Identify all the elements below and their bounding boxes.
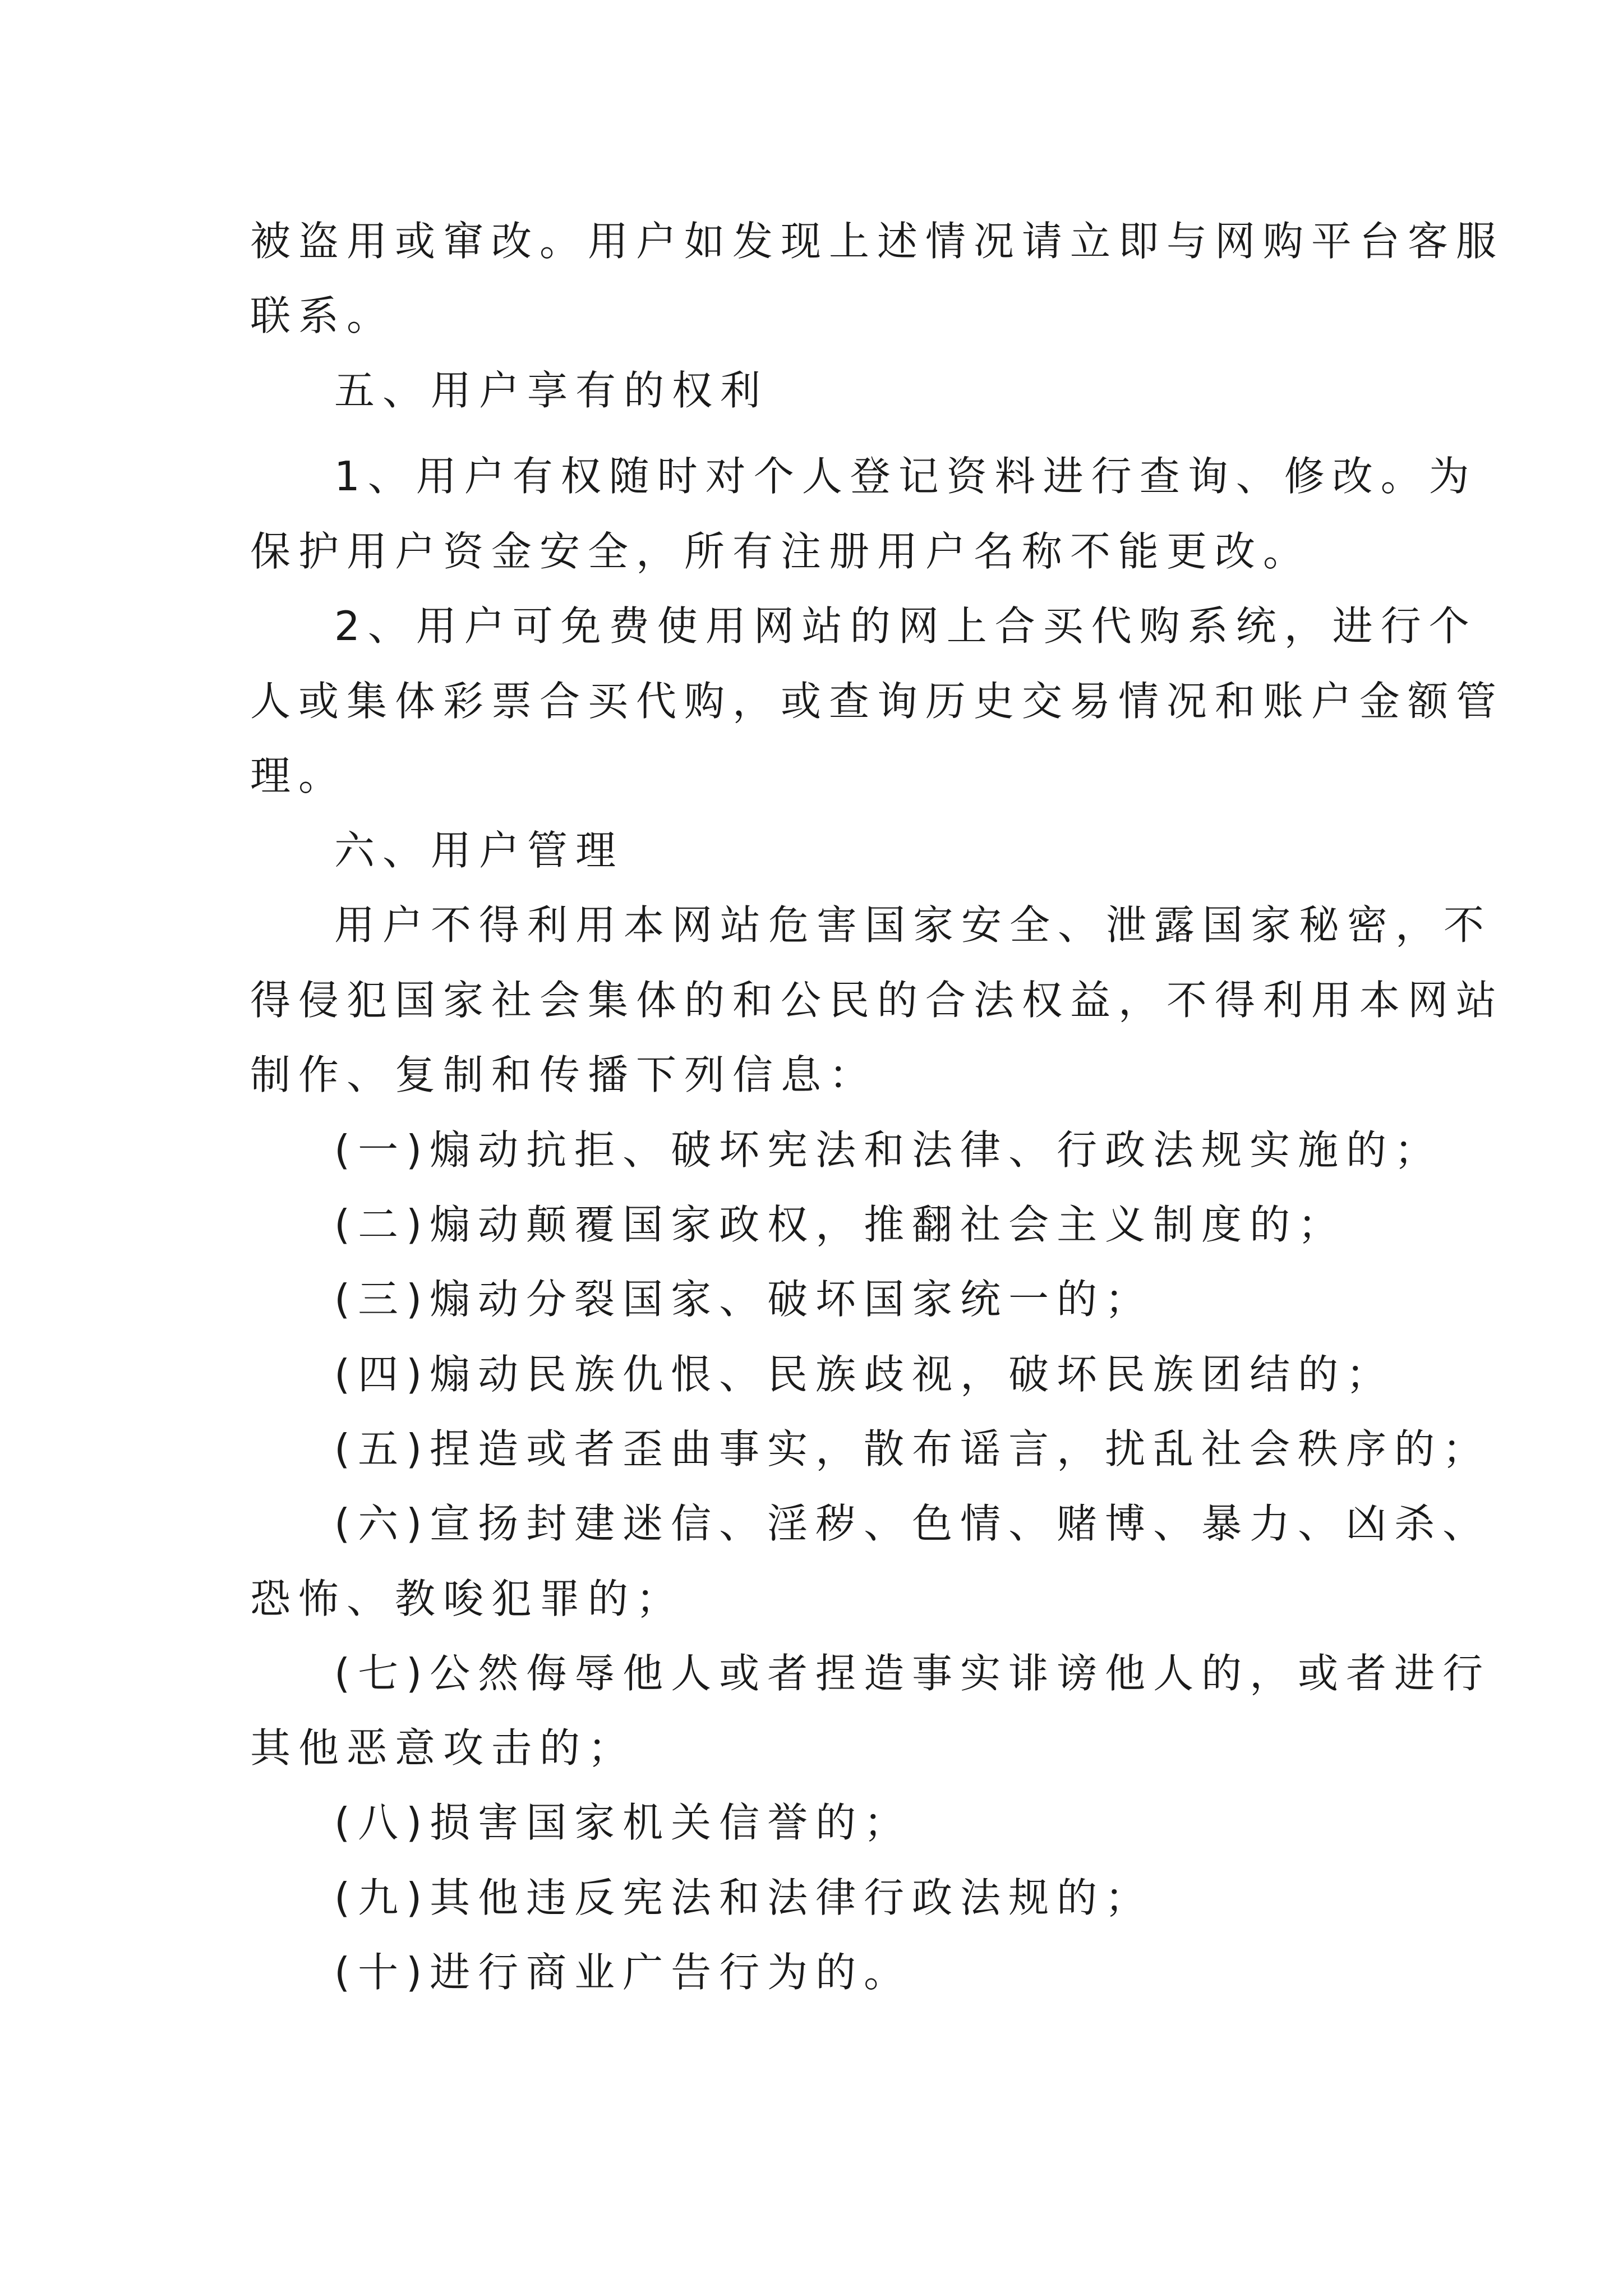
paragraph-line: 2、用户可免费使用网站的网上合买代购系统，进行个 xyxy=(334,602,1477,650)
list-item: (二)煽动颠覆国家政权，推翻社会主义制度的； xyxy=(334,1201,1347,1248)
paragraph-line: 用户不得利用本网站危害国家安全、泄露国家秘密，不 xyxy=(334,901,1492,949)
section-heading: 六、用户管理 xyxy=(334,827,624,874)
paragraph-line: 联系。 xyxy=(250,292,395,339)
paragraph-line: 人或集体彩票合买代购，或查询历史交易情况和账户金额管 xyxy=(250,678,1505,725)
list-item: (六)宣扬封建迷信、淫秽、色情、赌博、暴力、凶杀、 xyxy=(334,1500,1491,1547)
list-item-continuation: 其他恶意攻击的； xyxy=(250,1724,637,1772)
list-item: (七)公然侮辱他人或者捏造事实诽谤他人的，或者进行 xyxy=(334,1650,1491,1697)
paragraph-line: 理。 xyxy=(250,752,347,799)
list-item: (三)煽动分裂国家、破坏国家统一的； xyxy=(334,1276,1154,1323)
paragraph-line: 制作、复制和传播下列信息： xyxy=(250,1051,878,1098)
list-item: (四)煽动民族仇恨、民族歧视，破坏民族团结的； xyxy=(334,1351,1395,1398)
list-item: (五)捏造或者歪曲事实，散布谣言，扰乱社会秩序的； xyxy=(334,1425,1491,1473)
paragraph-line: 保护用户资金安全，所有注册用户名称不能更改。 xyxy=(250,528,1312,575)
list-item: (九)其他违反宪法和法律行政法规的； xyxy=(334,1874,1154,1921)
list-item: (一)煽动抗拒、破坏宪法和法律、行政法规实施的； xyxy=(334,1126,1443,1174)
paragraph-line: 得侵犯国家社会集体的和公民的合法权益，不得利用本网站 xyxy=(250,977,1505,1024)
paragraph-line: 1、用户有权随时对个人登记资料进行查询、修改。为 xyxy=(334,453,1477,500)
paragraph-line: 被盗用或窜改。用户如发现上述情况请立即与网购平台客服 xyxy=(250,218,1505,265)
list-item: (十)进行商业广告行为的。 xyxy=(334,1949,912,1996)
list-item-continuation: 恐怖、教唆犯罪的； xyxy=(250,1575,685,1622)
section-heading: 五、用户享有的权利 xyxy=(334,367,769,414)
list-item: (八)损害国家机关信誉的； xyxy=(334,1799,912,1846)
